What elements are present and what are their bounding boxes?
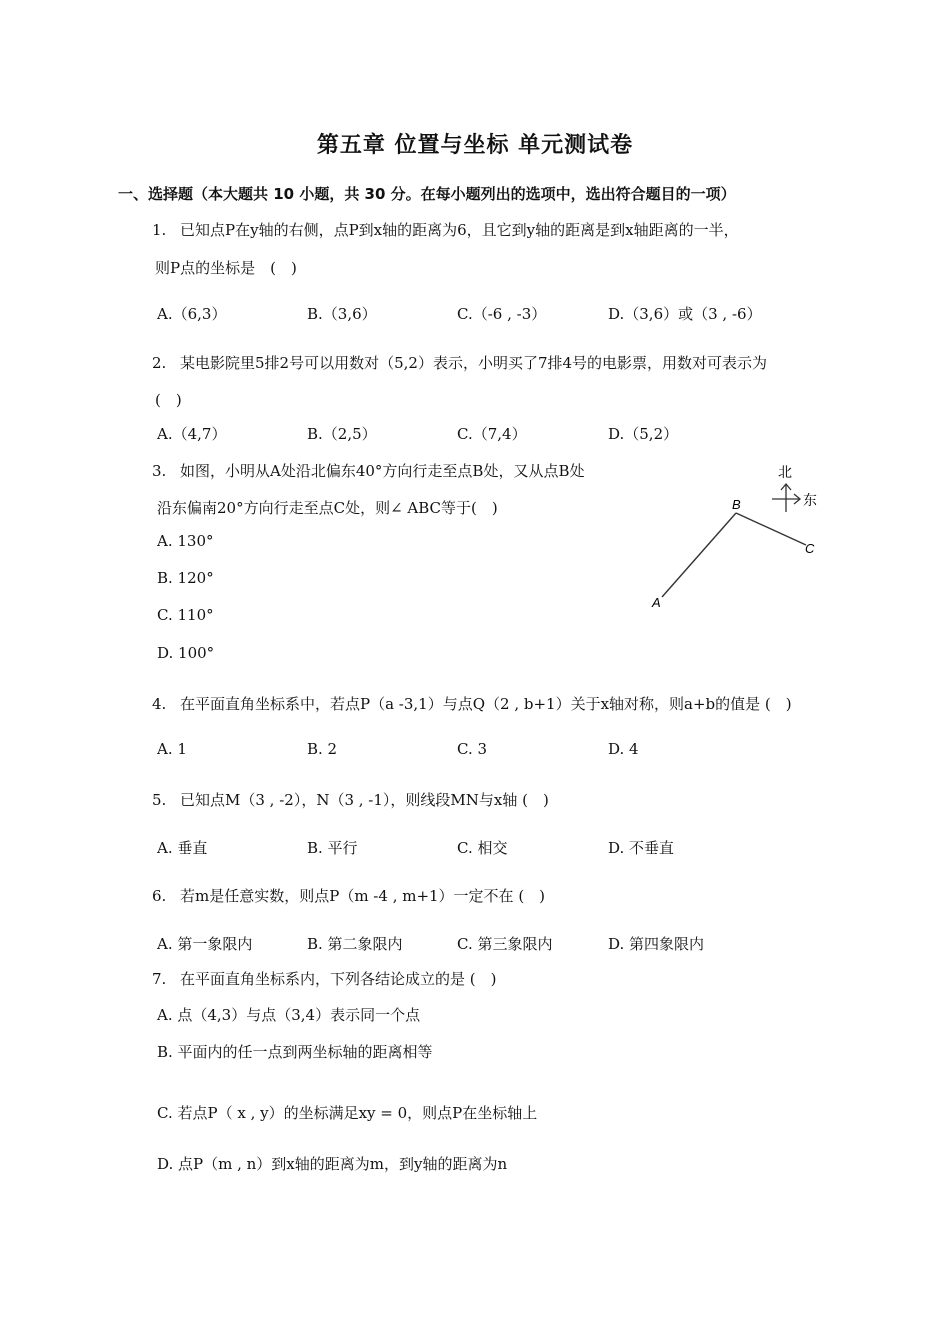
question-3-line2: 沿东偏南20°方向行走至点C处，则∠ ABC等于( ) [157, 499, 498, 517]
point-a-label: A [652, 595, 661, 610]
point-c-label: C [805, 541, 815, 556]
option-b: B.（3,6） [307, 305, 377, 323]
option-c: C. 110° [157, 606, 214, 624]
question-number: 4. [152, 695, 167, 713]
question-number: 6. [152, 887, 167, 905]
question-number: 1. [152, 221, 167, 239]
question-text: 若m是任意实数，则点P（m -4 , m+1）一定不在 ( ) [180, 887, 546, 905]
option-b: B. 2 [307, 740, 338, 758]
option-b: B. 第二象限内 [307, 935, 403, 953]
question-7 [152, 968, 496, 989]
question-3 [152, 460, 584, 481]
question-6 [152, 885, 545, 906]
question-1 [152, 219, 739, 240]
question-1-line2: 则P点的坐标是 ( ) [155, 259, 297, 277]
section-heading: 一、选择题（本大题共 10 小题，共 30 分。在每小题列出的选项中，选出符合题目的一项） [118, 185, 736, 203]
option-c: C. 第三象限内 [457, 935, 553, 953]
question-number: 7. [152, 970, 167, 988]
option-b: B. 平行 [307, 839, 358, 857]
question-text: 在平面直角坐标系中，若点P（a -3,1）与点Q（2 , b+1）关于x轴对称，则a+b的值是 ( ) [180, 695, 792, 713]
option-d: D. 4 [608, 740, 639, 758]
option-c: C.（-6 , -3） [457, 305, 547, 323]
direction-figure [640, 455, 840, 615]
option-b: B. 120° [157, 569, 214, 587]
question-text: 在平面直角坐标系内，下列各结论成立的是 ( ) [180, 970, 497, 988]
option-c: C.（7,4） [457, 425, 527, 443]
east-label: 东 [803, 493, 817, 509]
option-a: A. 第一象限内 [157, 935, 253, 953]
option-d: D. 不垂直 [608, 839, 675, 857]
question-text: 已知点P在y轴的右侧，点P到x轴的距离为6，且它到y轴的距离是到x轴距离的一半， [180, 221, 739, 239]
north-label: 北 [778, 465, 792, 481]
question-2-line2: ( ) [155, 391, 182, 409]
point-b-label: B [732, 497, 741, 512]
page-title: 第五章 位置与坐标 单元测试卷 [316, 133, 634, 158]
option-c: C. 3 [457, 740, 488, 758]
option-c: C. 若点P（ x , y）的坐标满足xy = 0，则点P在坐标轴上 [157, 1104, 538, 1122]
question-4 [152, 693, 792, 714]
option-c: C. 相交 [457, 839, 508, 857]
option-a: A. 130° [157, 532, 214, 550]
option-d: D.（5,2） [608, 425, 679, 443]
option-a: A.（6,3） [157, 305, 227, 323]
question-number: 3. [152, 462, 167, 480]
option-d: D. 点P（m , n）到x轴的距离为m，到y轴的距离为n [157, 1155, 508, 1173]
option-b: B. 平面内的任一点到两坐标轴的距离相等 [157, 1043, 433, 1061]
question-2 [152, 352, 767, 373]
option-a: A.（4,7） [157, 425, 227, 443]
question-number: 2. [152, 354, 167, 372]
option-a: A. 垂直 [157, 839, 208, 857]
segment-bc [736, 513, 806, 545]
option-a: A. 1 [157, 740, 187, 758]
question-text: 某电影院里5排2号可以用数对（5,2）表示，小明买了7排4号的电影票，用数对可表示为 [180, 354, 768, 372]
option-a: A. 点（4,3）与点（3,4）表示同一个点 [157, 1006, 421, 1024]
option-d: D. 第四象限内 [608, 935, 705, 953]
question-text: 已知点M（3 , -2），N（3 , -1），则线段MN与x轴 ( ) [180, 791, 549, 809]
option-d: D. 100° [157, 644, 215, 662]
question-5 [152, 789, 549, 810]
option-b: B.（2,5） [307, 425, 377, 443]
segment-ab [662, 513, 736, 597]
question-number: 5. [152, 791, 167, 809]
question-text: 如图，小明从A处沿北偏东40°方向行走至点B处，又从点B处 [180, 462, 585, 480]
option-d: D.（3,6）或（3 , -6） [608, 305, 762, 323]
